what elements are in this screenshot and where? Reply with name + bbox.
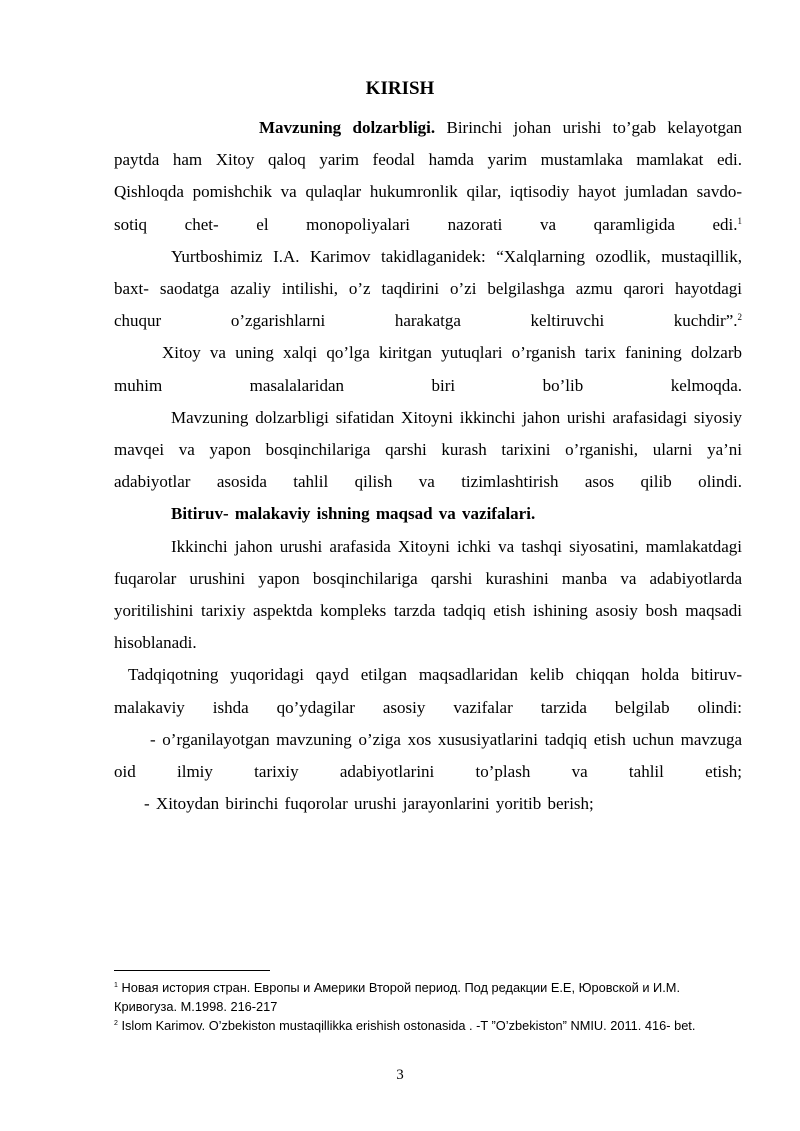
footnote-text-1: Новая история стран. Европы и Америки Второй период. Под редакции Е.Е, Юровской и И.М. Кривогуза. М.1998. 216-217 [114, 980, 681, 1014]
page-number: 3 [396, 1067, 404, 1083]
quote-text: Yurtboshimiz I.A. Karimov takidlaganidek: “Xalqlarning ozodlik, mustaqillik, baxt- saodatga azaliy intilishi, o’z taqdirini o’zi belgilashga azmu qarori hayotdagi chuqur o’zgarishlarni harakatga keltiruvchi kuchdir”. [114, 246, 742, 331]
page-title: KIRISH [365, 78, 435, 99]
task-item-1: - o’rganilayotgan mavzuning o’ziga xos xususiyatlarini tadqiq etish uchun mavzuga oid ilmiy tarixiy adabiyotlarini to’plash va tahlil etish; [114, 729, 742, 782]
relevance-text: Birinchi johan urishi to’gab kelayotgan paytda ham Xitoy qaloq yarim feodal hamda yarim mustamlaka mamlakat edi. Qishloqda pomishchik va qulaqlar hukumronlik qilar, iqtisodiy hayot jumladan savdo- sotiq chet- el monopoliyalari nazorati va qaramligida edi. [114, 118, 743, 234]
footnote-2 [114, 1016, 746, 1035]
footnote-ref-1[interactable]: 1 [737, 215, 742, 226]
section-heading-goals: Bitiruv- malakaviy ishning maqsad va vazifalari. [171, 504, 536, 524]
footnote-text-2: Islom Karimov. O’zbekiston mustaqillikka erishish ostonasida . -T ”O’zbekiston” NMIU. 2011. 416- bet. [121, 1018, 696, 1033]
paragraph-topic-relevance: Mavzuning dolzarbligi sifatidan Xitoyni ikkinchi jahon urishi arafasidagi siyosiy mavqei va yapon bosqinchilariga qarshi kurash tarixini o’rganishi, ularni ya’ni adabiyotlar asosida tahlil qilish va tizimlashtirish asos qilib olindi. [114, 407, 742, 492]
paragraph-china-achievements: Xitoy va uning xalqi qo’lga kiritgan yutuqlari o’rganish tarix fanining dolzarb muhim masalalaridan biri bo’lib kelmoqda. [114, 343, 742, 395]
footnote-mark-2: 2 [114, 1020, 118, 1027]
task-item-2: - Xitoydan birinchi fuqorolar urushi jarayonlarini yoritib berish; [144, 794, 594, 814]
footnotes [114, 978, 746, 1035]
footnote-mark-1: 1 [114, 982, 118, 989]
paragraph-quote [114, 241, 742, 338]
paragraph-main-goal: Ikkinchi jahon urushi arafasida Xitoyni ichki va tashqi siyosatini, mamlakatdagi fuqarolar urushini yapon bosqinchilariga qarshi kurashini manba va adabiyotlarda yoritilishini tarixiy aspektda kompleks tarzda tadqiq etish ishining asosiy bosh maqsadi hisoblanadi. [114, 536, 742, 653]
paragraph-relevance [114, 112, 742, 241]
relevance-heading: Mavzuning dolzarbligi. [259, 118, 436, 137]
footnote-ref-2[interactable]: 2 [737, 312, 742, 323]
paragraph-tasks-intro: Tadqiqotning yuqoridagi qayd etilgan maqsadlaridan kelib chiqqan holda bitiruv- malakaviy ishda qo’ydagilar asosiy vazifalar tarzida belgilab olindi: [114, 665, 742, 717]
footnote-divider [114, 970, 270, 971]
body-text [114, 112, 742, 820]
footnote-1 [114, 978, 746, 1016]
